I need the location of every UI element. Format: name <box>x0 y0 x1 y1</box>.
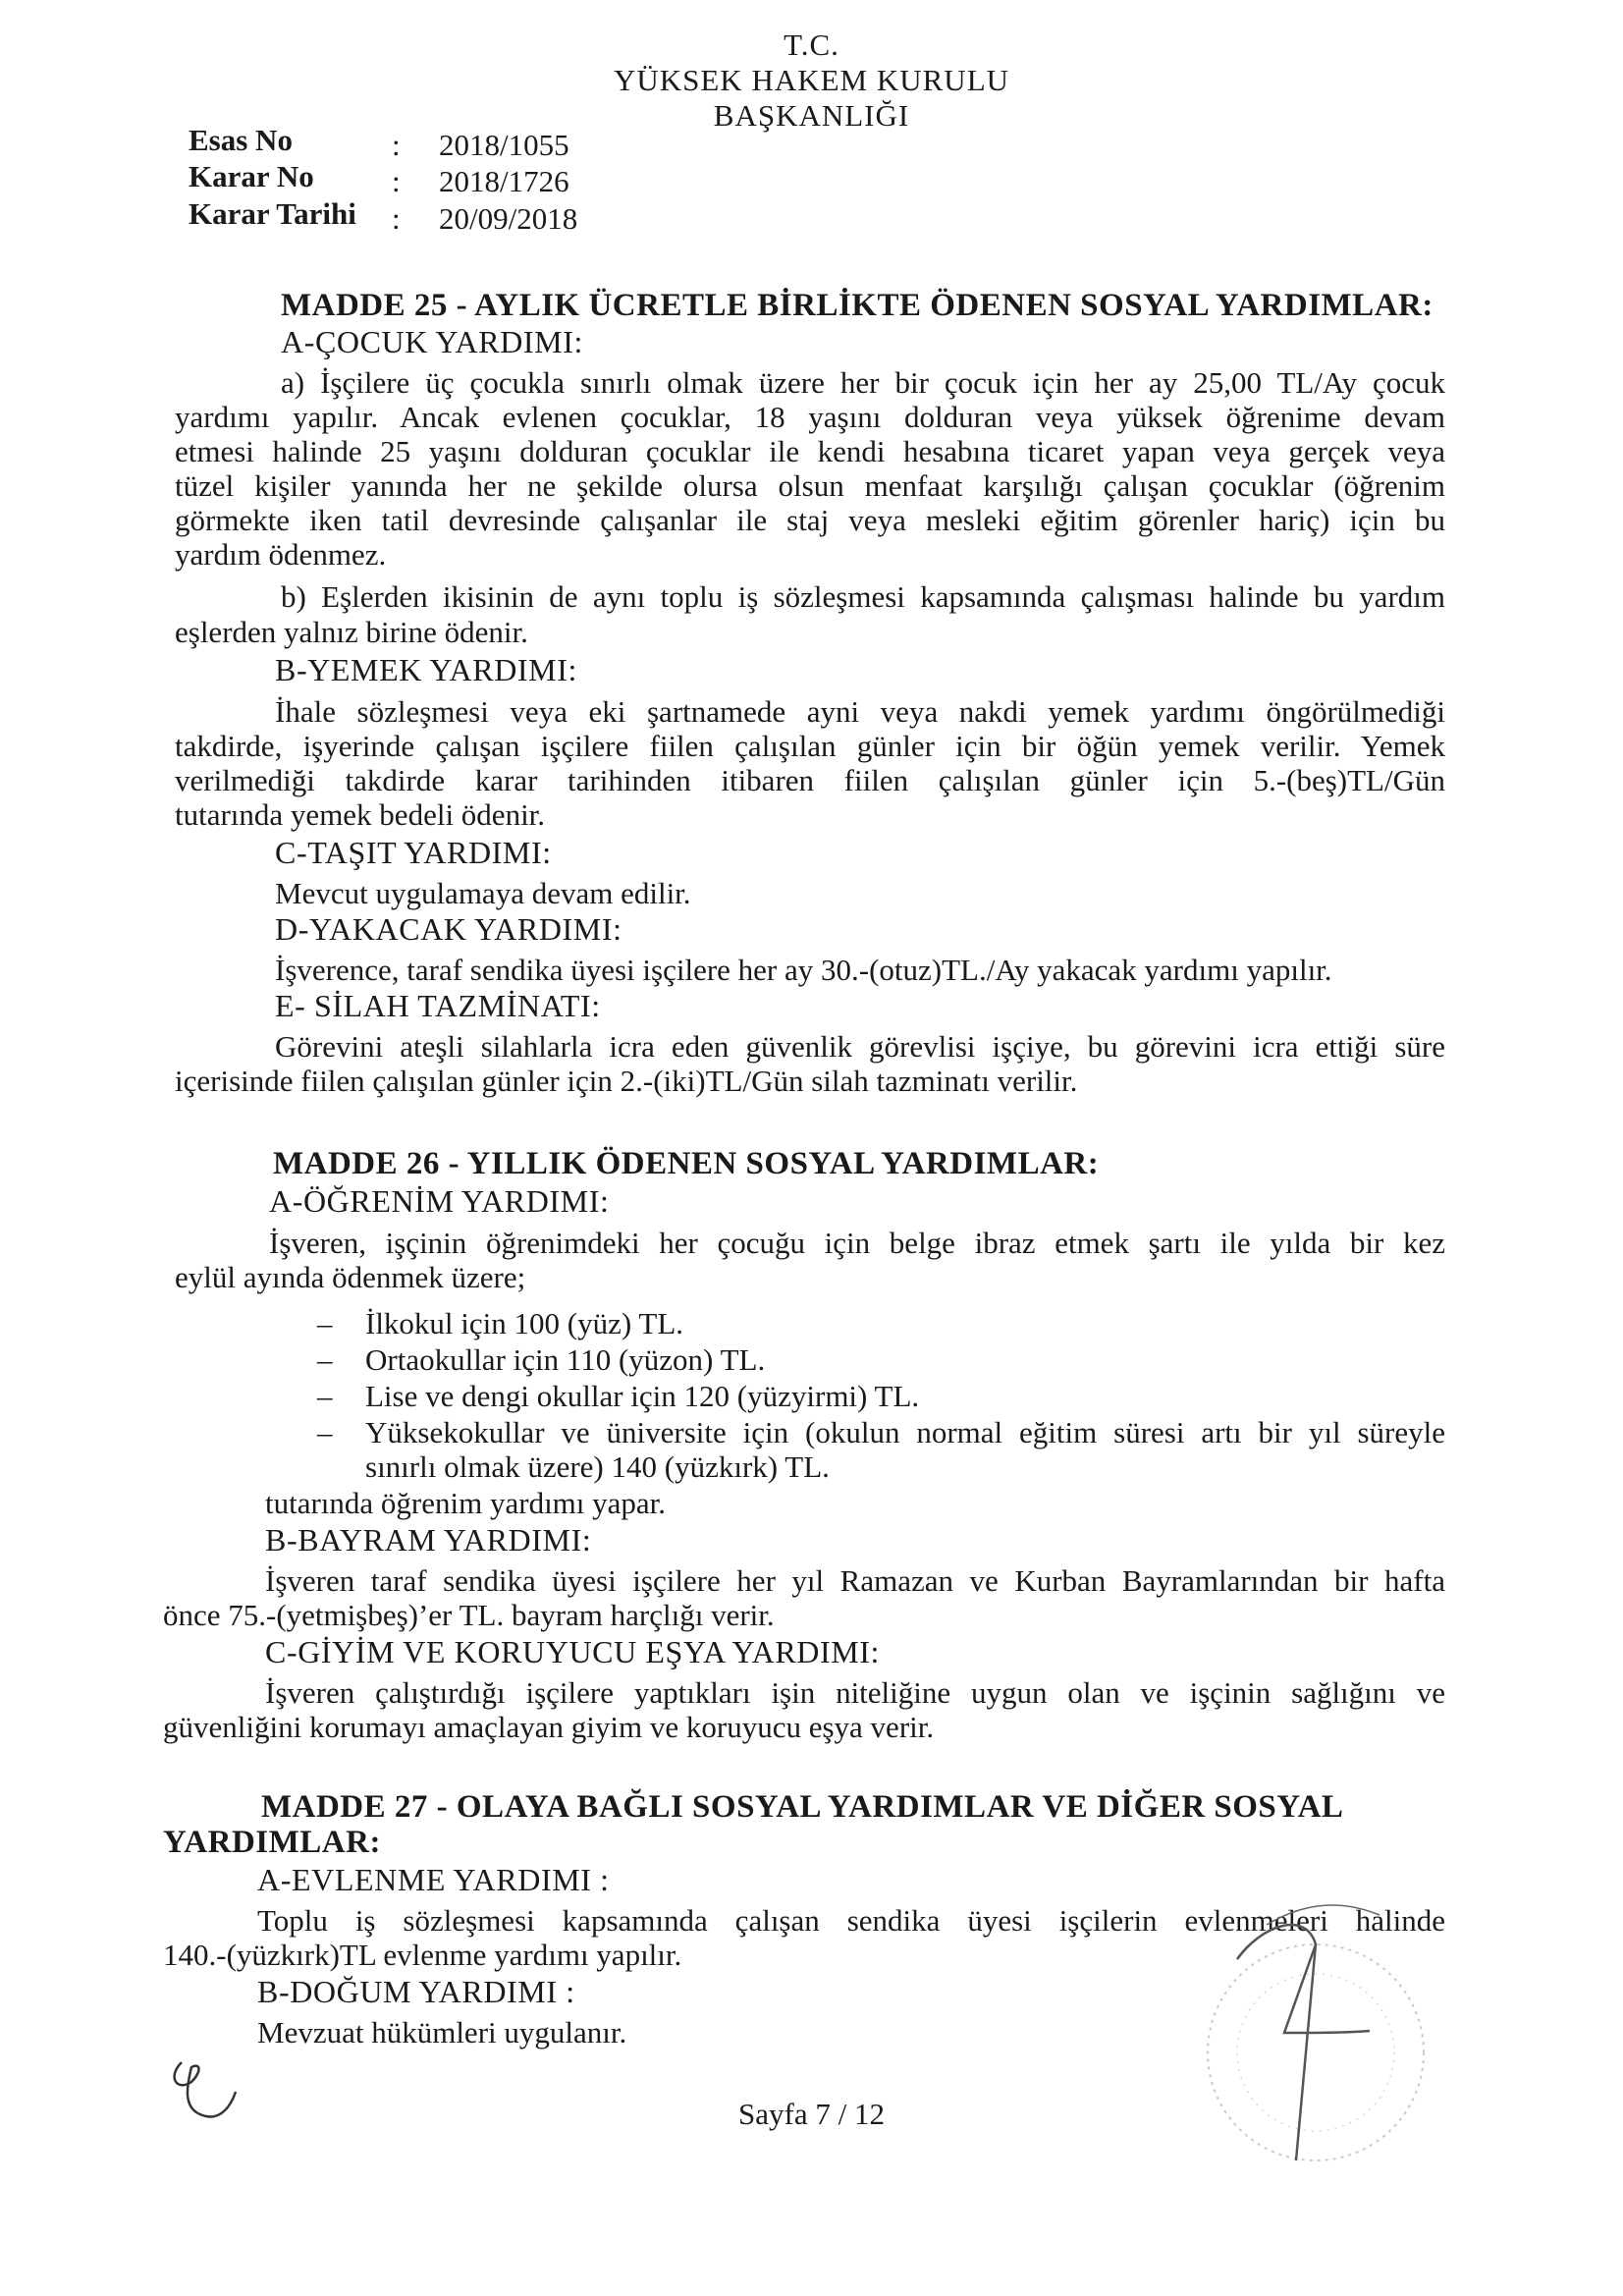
karar-label: Karar No <box>189 159 314 193</box>
madde25-a-line: tüzel kişiler yanında her ne şekilde olursa olsun menfaat karşılığı çalışan çocuklar (öğrenim <box>175 468 1445 503</box>
list-item: Lise ve dengi okullar için 120 (yüzyirmi) TL. <box>365 1379 920 1413</box>
ogrenim-line: İşveren, işçinin öğrenimdeki her çocuğu için belge ibraz etmek şartı ile yılda bir kez <box>269 1226 1445 1260</box>
tarih-label: Karar Tarihi <box>189 196 356 231</box>
header-presidency: BAŞKANLIĞI <box>713 98 910 133</box>
bayram-line: önce 75.-(yetmişbeş)’er TL. bayram harçlığı verir. <box>163 1598 775 1632</box>
giyim-yardimi-title: C-GİYİM VE KORUYUCU EŞYA YARDIMI: <box>265 1634 881 1669</box>
list-dash: – <box>317 1306 333 1340</box>
list-item: Yüksekokullar ve üniversite için (okulun normal eğitim süresi artı bir yıl süreyle <box>365 1415 1445 1449</box>
madde25-a-line: görmekte iken tatil devresinde çalışanlar ile staj veya mesleki eğitim görenler hariç) için bu <box>175 503 1445 537</box>
header-institution: YÜKSEK HAKEM KURULU <box>613 63 1010 97</box>
yemek-line: takdirde, işyerinde çalışan işçilere fiilen çalışılan günler için bir öğün yemek verilir. Yemek <box>175 729 1445 763</box>
esas-colon: : <box>392 128 401 162</box>
ogrenim-line: eylül ayında ödenmek üzere; <box>175 1260 526 1294</box>
esas-label: Esas No <box>189 123 293 157</box>
cocuk-yardimi-title: A-ÇOCUK YARDIMI: <box>281 324 583 359</box>
madde25-a-line: yardımı yapılır. Ancak evlenen çocuklar, 18 yaşını dolduran veya yüksek öğrenime devam <box>175 400 1445 434</box>
list-dash: – <box>317 1415 333 1449</box>
esas-value: 2018/1055 <box>439 128 569 162</box>
yakacak-line: İşverence, taraf sendika üyesi işçilere her ay 30.-(otuz)TL./Ay yakacak yardımı yapılır. <box>275 953 1332 987</box>
giyim-line: güvenliğini korumayı amaçlayan giyim ve koruyucu eşya verir. <box>163 1710 935 1744</box>
madde25-title: MADDE 25 - AYLIK ÜCRETLE BİRLİKTE ÖDENEN SOSYAL YARDIMLAR: <box>281 288 1434 323</box>
madde25-a-line: etmesi halinde 25 yaşını dolduran çocuklar ile kendi hesabına ticaret yapan veya gerçek veya <box>175 434 1445 468</box>
madde27-title: MADDE 27 - OLAYA BAĞLI SOSYAL YARDIMLAR VE DİĞER SOSYAL <box>261 1789 1344 1825</box>
yemek-line: verilmediği takdirde karar tarihinden itibaren fiilen çalışılan günler için 5.-(beş)TL/Gün <box>175 763 1445 797</box>
tarih-colon: : <box>392 201 401 236</box>
list-dash: – <box>317 1342 333 1377</box>
dogum-line: Mevzuat hükümleri uygulanır. <box>257 2015 627 2050</box>
madde27-title-cont: YARDIMLAR: <box>163 1825 381 1860</box>
yemek-line: İhale sözleşmesi veya eki şartnamede ayni veya nakdi yemek yardımı öngörülmediği <box>275 694 1445 729</box>
yakacak-yardimi-title: D-YAKACAK YARDIMI: <box>275 911 622 947</box>
evlenme-yardimi-title: A-EVLENME YARDIMI : <box>257 1862 610 1897</box>
dogum-yardimi-title: B-DOĞUM YARDIMI : <box>257 1974 575 2009</box>
yemek-line: tutarında yemek bedeli ödenir. <box>175 797 546 832</box>
madde25-a-line: yardım ödenmez. <box>175 537 387 572</box>
silah-tazminati-title: E- SİLAH TAZMİNATI: <box>275 988 601 1023</box>
madde25-a-line: a) İşçilere üç çocukla sınırlı olmak üzere her bir çocuk için her ay 25,00 TL/Ay çocuk <box>281 365 1445 400</box>
ogrenim-yardimi-title: A-ÖĞRENİM YARDIMI: <box>269 1183 610 1219</box>
tarih-value: 20/09/2018 <box>439 201 578 236</box>
list-dash: – <box>317 1379 333 1413</box>
karar-colon: : <box>392 164 401 198</box>
yemek-yardimi-title: B-YEMEK YARDIMI: <box>275 652 577 687</box>
header-tc: T.C. <box>784 27 839 62</box>
madde25-b-line: b) Eşlerden ikisinin de aynı toplu iş sözleşmesi kapsamında çalışması halinde bu yardım <box>281 579 1445 614</box>
evlenme-line: Toplu iş sözleşmesi kapsamında çalışan sendika üyesi işçilerin evlenmeleri halinde <box>257 1903 1445 1938</box>
list-item: İlkokul için 100 (yüz) TL. <box>365 1306 684 1340</box>
bayram-yardimi-title: B-BAYRAM YARDIMI: <box>265 1522 592 1558</box>
karar-value: 2018/1726 <box>439 164 569 198</box>
giyim-line: İşveren çalıştırdığı işçilere yaptıkları işin niteliğine uygun olan ve işçinin sağlığını ve <box>265 1675 1445 1710</box>
madde26-title: MADDE 26 - YILLIK ÖDENEN SOSYAL YARDIMLAR: <box>273 1146 1100 1181</box>
silah-line: Görevini ateşli silahlarla icra eden güvenlik görevlisi işçiye, bu görevini icra ettiği süre <box>275 1029 1445 1064</box>
list-item: Ortaokullar için 110 (yüzon) TL. <box>365 1342 766 1377</box>
page-number: Sayfa 7 / 12 <box>738 2097 885 2131</box>
silah-line: içerisinde fiilen çalışılan günler için 2.-(iki)TL/Gün silah tazminatı verilir. <box>175 1064 1078 1098</box>
tasit-line: Mevcut uygulamaya devam edilir. <box>275 876 691 910</box>
ogrenim-end: tutarında öğrenim yardımı yapar. <box>265 1486 667 1520</box>
bayram-line: İşveren taraf sendika üyesi işçilere her yıl Ramazan ve Kurban Bayramlarından bir hafta <box>265 1563 1445 1598</box>
seal-stamp <box>1168 1886 1463 2210</box>
list-item-continuation: sınırlı olmak üzere) 140 (yüzkırk) TL. <box>365 1449 830 1484</box>
madde25-b-line: eşlerden yalnız birine ödenir. <box>175 615 528 649</box>
tasit-yardimi-title: C-TAŞIT YARDIMI: <box>275 835 552 870</box>
evlenme-line: 140.-(yüzkırk)TL evlenme yardımı yapılır. <box>163 1938 682 1972</box>
